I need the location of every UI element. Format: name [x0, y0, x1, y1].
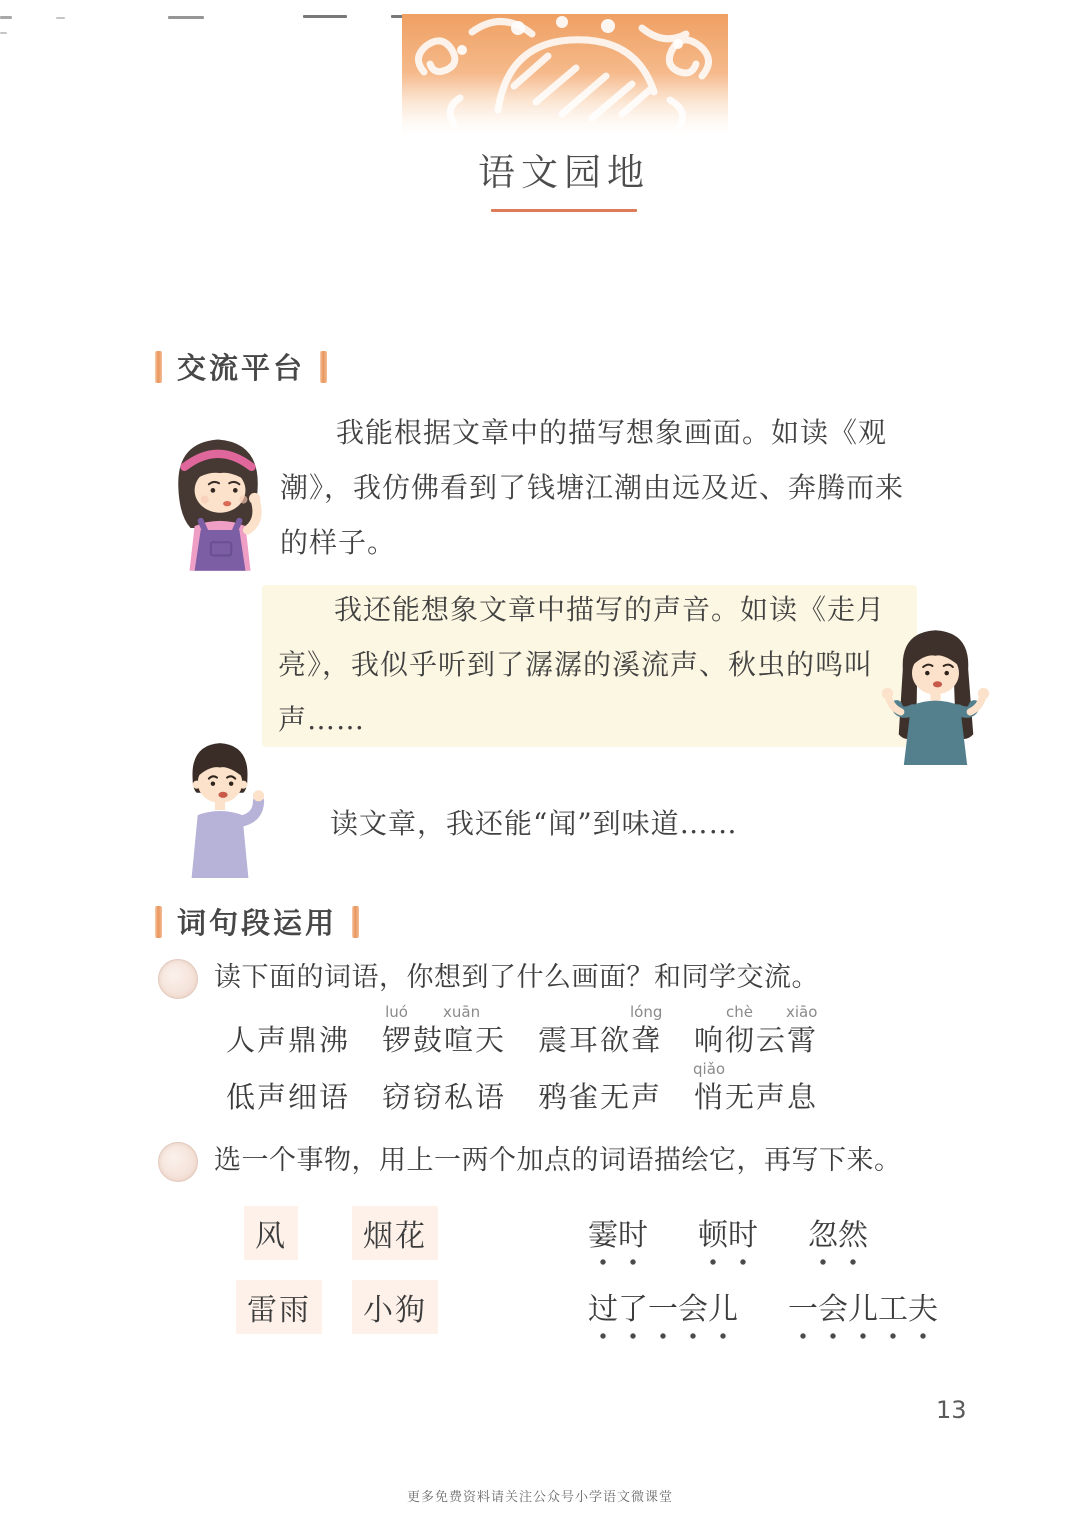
heading-bar-icon — [155, 351, 162, 383]
pinyin — [537, 1003, 568, 1023]
speech-line: 我能根据文章中的描写想象画面。如读《观 — [336, 416, 888, 449]
pinyin — [474, 1003, 505, 1023]
speech-bubble-1 — [280, 405, 905, 570]
pinyin — [225, 1060, 256, 1080]
pinyin: xuān — [443, 1003, 481, 1021]
speech-line: 我还能想象文章中描写的声音。如读《走月 — [334, 593, 886, 626]
pinyin — [225, 1003, 256, 1023]
vocab-word — [537, 1060, 661, 1114]
pinyin — [599, 1060, 630, 1080]
char: 声 — [256, 1023, 286, 1057]
dotted-word: 过了一会儿 — [588, 1284, 738, 1340]
char: 霄 — [786, 1023, 816, 1057]
char: 耳 — [568, 1023, 598, 1057]
pinyin: luó — [385, 1003, 408, 1021]
pinyin — [412, 1003, 443, 1023]
task-row-1 — [158, 957, 819, 999]
speech-line: 的样子。 — [280, 526, 397, 559]
char: 沸 — [318, 1023, 348, 1057]
section-exchange-heading — [155, 346, 327, 387]
dotted-word: 忽然 — [808, 1210, 868, 1266]
boxed-word: 雷雨 — [236, 1280, 322, 1334]
header-ornament — [402, 14, 728, 136]
char: 鼓 — [412, 1023, 442, 1057]
vocab-word — [381, 1060, 505, 1114]
char: 彻 — [724, 1023, 754, 1057]
pinyin: xiāo — [786, 1003, 818, 1021]
section-title-exchange: 交流平台 — [177, 351, 306, 385]
task-2-text: 选一个事物，用上一两个加点的词语描绘它，再写下来。 — [214, 1145, 902, 1176]
seal-icon — [158, 1142, 198, 1182]
page-number: 13 — [936, 1396, 967, 1424]
vocab-word — [693, 1060, 817, 1114]
heading-bar-icon — [155, 906, 162, 938]
pinyin — [318, 1060, 349, 1080]
pinyin — [287, 1060, 318, 1080]
dotted-word: 一会儿工夫 — [788, 1284, 938, 1340]
heading-bar-icon — [352, 906, 359, 938]
pinyin: lóng — [630, 1003, 663, 1021]
boxed-word: 烟花 — [352, 1206, 438, 1260]
char: 细 — [287, 1080, 317, 1114]
char: 私 — [443, 1080, 473, 1114]
char: 聋 — [630, 1023, 660, 1057]
scan-artifact — [0, 32, 7, 34]
scan-artifact — [0, 16, 12, 19]
char: 响 — [693, 1023, 723, 1057]
char: 云 — [755, 1023, 785, 1057]
pinyin — [630, 1060, 661, 1080]
vocab-word — [537, 1003, 661, 1057]
pinyin — [755, 1060, 786, 1080]
char: 声 — [256, 1080, 286, 1114]
char: 喧 — [443, 1023, 473, 1057]
char: 无 — [724, 1080, 754, 1114]
char: 鸦 — [537, 1080, 567, 1114]
pinyin — [256, 1060, 287, 1080]
pinyin — [537, 1060, 568, 1080]
speech-bubble-3 — [330, 796, 738, 851]
boxed-word: 风 — [244, 1206, 298, 1260]
pinyin — [412, 1060, 443, 1080]
pinyin — [755, 1003, 786, 1023]
dotted-word: 霎时 — [588, 1210, 648, 1266]
task-row-2 — [158, 1140, 902, 1182]
speech-line: 亮》，我似乎听到了潺潺的溪流声、秋虫的鸣叫 — [278, 648, 874, 681]
char: 悄 — [693, 1080, 723, 1114]
boxed-word: 小狗 — [352, 1280, 438, 1334]
char: 语 — [474, 1080, 504, 1114]
pinyin — [568, 1003, 599, 1023]
pinyin — [786, 1060, 817, 1080]
pinyin — [724, 1060, 755, 1080]
char: 息 — [786, 1080, 816, 1114]
char: 无 — [599, 1080, 629, 1114]
pinyin — [474, 1060, 505, 1080]
seal-icon — [158, 959, 198, 999]
scan-artifact — [168, 16, 204, 19]
pinyin — [568, 1060, 599, 1080]
pinyin — [256, 1003, 287, 1023]
avatar-girl-long-hair — [872, 620, 1000, 765]
section-usage-heading — [155, 901, 359, 942]
task-1-text: 读下面的词语，你想到了什么画面？和同学交流。 — [214, 962, 819, 993]
char: 鼎 — [287, 1023, 317, 1057]
speech-line: 潮》，我仿佛看到了钱塘江潮由远及近、奔腾而来 — [280, 471, 905, 504]
title-underline — [491, 209, 637, 212]
section-title-usage: 词句段运用 — [177, 906, 338, 940]
dotted-word: 顿时 — [698, 1210, 758, 1266]
speech-line: 读文章，我还能“闻”到味道…… — [330, 807, 738, 840]
char: 声 — [755, 1080, 785, 1114]
char: 天 — [474, 1023, 504, 1057]
char: 欲 — [599, 1023, 629, 1057]
pinyin — [599, 1003, 630, 1023]
avatar-girl-bob — [158, 426, 278, 571]
vocab-word — [381, 1003, 505, 1057]
vocab-word — [225, 1060, 349, 1114]
char: 窃 — [412, 1080, 442, 1114]
scan-artifact — [303, 15, 347, 18]
pinyin — [318, 1003, 349, 1023]
speech-bubble-2 — [278, 582, 903, 747]
heading-bar-icon — [320, 351, 327, 383]
char: 震 — [537, 1023, 567, 1057]
vocab-word — [693, 1003, 817, 1057]
char: 窃 — [381, 1080, 411, 1114]
pinyin: qiǎo — [693, 1060, 726, 1078]
char: 雀 — [568, 1080, 598, 1114]
pinyin: chè — [726, 1003, 753, 1021]
char: 锣 — [381, 1023, 411, 1057]
scan-artifact — [56, 17, 65, 19]
watermark-text: 更多免费资料请关注公众号小学语文微课堂 — [406, 1490, 673, 1505]
char: 低 — [225, 1080, 255, 1114]
page-title-block — [24, 142, 1080, 212]
char: 人 — [225, 1023, 255, 1057]
pinyin — [381, 1060, 412, 1080]
pinyin — [287, 1003, 318, 1023]
avatar-boy — [170, 736, 270, 878]
vocab-word — [225, 1003, 349, 1057]
pinyin — [443, 1060, 474, 1080]
vocab-row-2 — [225, 1060, 817, 1114]
speech-line: 声…… — [278, 703, 366, 736]
pinyin — [693, 1003, 724, 1023]
char: 声 — [630, 1080, 660, 1114]
page-title: 语文园地 — [478, 151, 650, 194]
vocab-row-1 — [225, 1003, 817, 1057]
char: 语 — [318, 1080, 348, 1114]
